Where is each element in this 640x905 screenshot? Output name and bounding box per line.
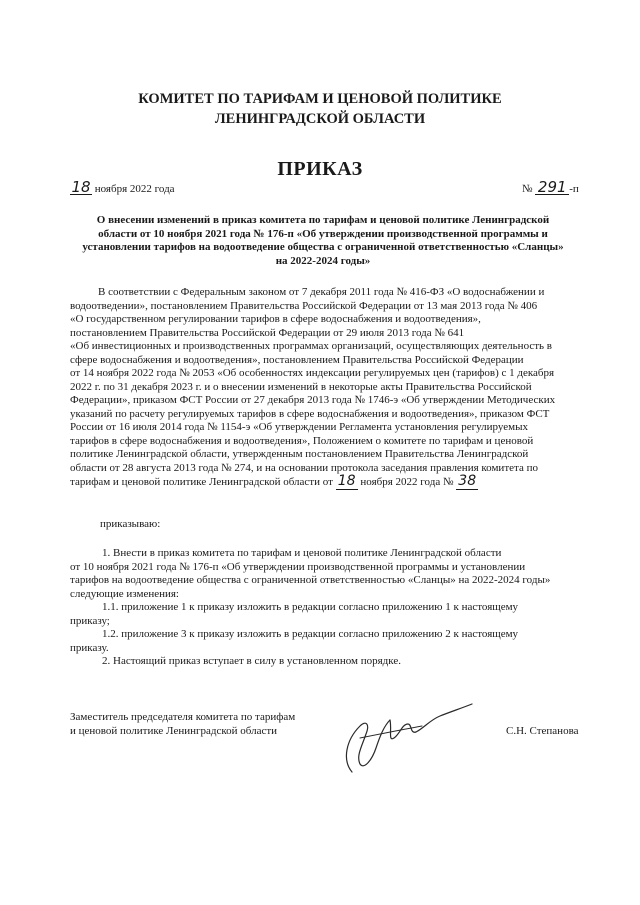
preamble-line: «О государственном регулировании тарифов в сфере водоснабжения и водоотведения», [70, 313, 481, 325]
preamble-line: 2022 г. по 31 декабря 2023 г. и о внесении изменений в некоторые акты Правительства Российской [70, 380, 532, 393]
item-1-line: следующие изменения: [70, 587, 179, 600]
preamble-line: В соответствии с Федеральным законом от 7 декабря 2011 года № 416-ФЗ «О водоснабжении и [98, 286, 545, 298]
order-subject [78, 214, 568, 268]
preamble-line: области от 28 августа 2013 года № 274, и на основании протокола заседания правления комитета по [70, 461, 538, 474]
subject-line: области от 10 ноября 2021 года № 176-п «Об утверждении производственной программы и [98, 227, 548, 240]
item-1-1-line: приказу; [70, 614, 110, 627]
item-1 [70, 547, 586, 669]
signer-name: С.Н. Степанова [506, 725, 579, 737]
preamble [70, 286, 586, 490]
handwritten-signature-icon [330, 690, 480, 780]
preamble-line: политике Ленинградской области, утвержденным постановлением Правительства Ленинградской [70, 448, 529, 460]
number-prefix: № [522, 183, 533, 195]
item-2: 2. Настоящий приказ вступает в силу в установленном порядке. [102, 655, 401, 667]
preamble-line: «Об инвестиционных и производственных программах организаций, осуществляющих деятельность в [70, 340, 552, 352]
order-date [70, 180, 175, 196]
preamble-last-prefix: тарифам и ценовой политике Ленинградской области от [70, 476, 333, 488]
item-1-1-line: 1.1. приложение 1 к приказу изложить в редакции согласно приложению 1 к настоящему [102, 601, 519, 613]
handwritten-protocol-number: 38 [456, 475, 478, 490]
preamble-last-line [70, 475, 586, 490]
handwritten-number: 291 [535, 180, 569, 195]
item-1-2-line: 1.2. приложение 3 к приказу изложить в редакции согласно приложению 2 к настоящему [102, 628, 519, 640]
preamble-last-mid: ноября 2022 года № [360, 476, 454, 488]
item-1-line: от 10 ноября 2021 года № 176-п «Об утверждении производственной программы и установлении [70, 560, 526, 573]
preamble-line: тарифов в сфере водоснабжения и водоотведения», Положением о комитете по тарифам и ценовой [70, 434, 534, 447]
preamble-line: указаний по расчету регулируемых тарифов в сфере водоснабжения и водоотведения», приказом ФСТ [70, 407, 550, 420]
signer-position [70, 710, 295, 738]
document-title: ПРИКАЗ [277, 158, 363, 180]
preamble-line: водоотведении», постановлением Правительства Российской Федерации от 13 мая 2013 года № 406 [70, 299, 538, 312]
number-suffix: -п [569, 183, 579, 195]
signer-position-line: и ценовой политике Ленинградской области [70, 725, 278, 737]
preamble-line: России от 16 июля 2014 года № 1154-э «Об утверждении Регламента установления регулируемых [70, 421, 528, 433]
committee-name-line1: КОМИТЕТ ПО ТАРИФАМ И ЦЕНОВОЙ ПОЛИТИКЕ [138, 91, 502, 107]
order-word: приказываю: [100, 518, 161, 530]
subject-line: О внесении изменений в приказ комитета по тарифам и ценовой политике Ленинградской [96, 214, 550, 226]
item-1-2-line: приказу. [70, 641, 109, 654]
date-rest: ноября 2022 года [94, 183, 175, 195]
committee-name-line2: ЛЕНИНГРАДСКОЙ ОБЛАСТИ [214, 111, 426, 127]
subject-line: установлении тарифов на водоотведение общества с ограниченной ответственностью «Сланцы» [82, 241, 564, 253]
preamble-line: сфере водоснабжения и водоотведения», постановлением Правительства Российской Федерации [70, 353, 524, 366]
subject-line: на 2022-2024 годы» [275, 254, 371, 267]
handwritten-day: 18 [71, 178, 91, 196]
signer-position-line: Заместитель председателя комитета по тарифам [70, 711, 296, 723]
handwritten-protocol-day: 18 [336, 475, 358, 490]
preamble-line: от 14 ноября 2022 года № 2053 «Об особенностях индексации регулируемых цен (тарифов) с 1 декабря [70, 367, 555, 379]
item-1-line: тарифов на водоотведение общества с ограниченной ответственностью «Сланцы» на 2022-2024 годы» [70, 574, 551, 586]
order-number [522, 180, 579, 196]
preamble-line: постановлением Правительства Российской Федерации от 29 июля 2013 года № 641 [70, 326, 465, 339]
item-1-line: 1. Внести в приказ комитета по тарифам и ценовой политике Ленинградской области [102, 547, 502, 559]
preamble-line: Федерации», приказом ФСТ России от 27 декабря 2013 года № 1746-э «Об утверждении Методических [70, 394, 556, 406]
